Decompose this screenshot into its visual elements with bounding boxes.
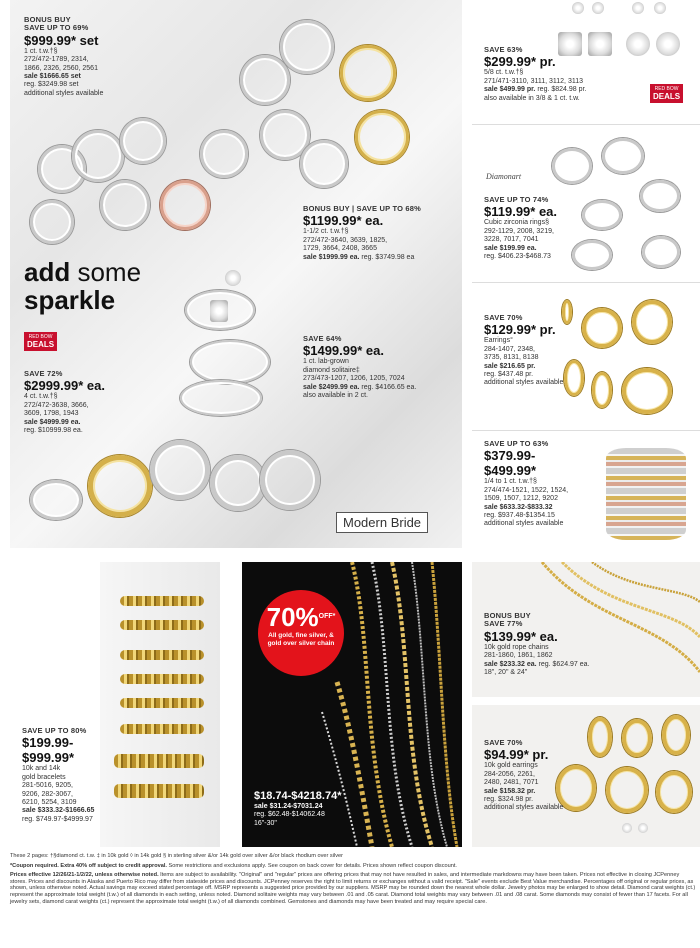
offer-sale: sale $2499.99 ea. bbox=[303, 383, 360, 391]
offer-reg: reg. $10999.98 ea. bbox=[24, 427, 83, 435]
gold-hoop-earring-image bbox=[622, 719, 652, 757]
offer-line: 284-1407, 2348, bbox=[484, 345, 535, 353]
offer-title: SAVE UP TO 63% bbox=[484, 439, 549, 448]
offer-line: 9206, 282-3067, bbox=[22, 790, 73, 798]
band-ring-image bbox=[210, 455, 266, 511]
gold-hoop-earring-image bbox=[656, 771, 692, 813]
offer-line: gold bracelets bbox=[22, 773, 66, 781]
solitaire-ring-image bbox=[190, 340, 270, 384]
chains-panel bbox=[242, 562, 462, 847]
headline-bold: add bbox=[24, 257, 71, 287]
discount-description: All gold, fine silver, & gold over silver chain bbox=[267, 632, 335, 647]
bridal-set-ring-image bbox=[340, 45, 396, 101]
stud-earring-image bbox=[572, 2, 584, 14]
gold-bracelet-image bbox=[120, 674, 204, 684]
gold-bracelet-image bbox=[120, 596, 204, 606]
offer-sale: sale $4999.99 ea. bbox=[24, 418, 81, 426]
diamonart-logo: Diamonart bbox=[486, 172, 522, 181]
offer-line: 292-1129, 2008, 3219, bbox=[484, 227, 554, 235]
hoop-earring-image bbox=[582, 308, 622, 348]
stud-earring-image bbox=[592, 2, 604, 14]
offer-line: 3228, 7017, 7041 bbox=[484, 236, 539, 244]
solitaire-stone-image bbox=[225, 270, 241, 286]
band-ring-image bbox=[30, 480, 82, 520]
offer-line: 284-2056, 2261, bbox=[484, 770, 535, 778]
headline-line2: sparkle bbox=[24, 285, 116, 315]
right-column bbox=[472, 0, 700, 548]
gold-bracelet-image bbox=[120, 650, 204, 660]
solitaire-ring-image bbox=[180, 380, 262, 416]
offer-sale: sale $1999.99 ea. bbox=[303, 253, 360, 261]
headline-rest: some bbox=[70, 257, 142, 287]
offer-bands bbox=[24, 370, 144, 435]
prices-bold: Prices effective 12/26/21-1/2/22, unless otherwise noted. bbox=[10, 872, 159, 879]
offer-line: 281-5016, 9205, bbox=[22, 782, 73, 790]
offer-line: 10k gold earrings bbox=[484, 762, 538, 770]
drop-earring-image bbox=[564, 360, 584, 396]
gold-hoop-earring-image bbox=[606, 767, 648, 813]
offer-bonus-1199 bbox=[303, 205, 463, 262]
offer-title: SAVE 64% bbox=[303, 334, 342, 343]
offer-price-2: $999.99* bbox=[22, 750, 75, 766]
offer-title: SAVE 72% bbox=[24, 369, 63, 378]
offer-line: 3735, 8131, 8138 bbox=[484, 354, 539, 362]
bracelets-panel bbox=[10, 562, 232, 847]
offer-solitaire bbox=[303, 335, 463, 400]
offer-price: $18.74-$4218.74* bbox=[254, 790, 342, 802]
offer-price: $199.99- bbox=[22, 735, 74, 751]
offer-sale: sale $499.99 pr. bbox=[484, 86, 536, 94]
offer-line: 272/472-3638, 3666, bbox=[24, 401, 89, 409]
legend-text: These 2 pages: †§diamond ct. t.w. ‡ in 10k gold ◊ in 14k gold § in sterling silver &/or 14k gold over silver &/or black rhodium over silver bbox=[10, 853, 343, 859]
offer-price: $94.99* pr. bbox=[484, 747, 549, 763]
offer-extra: additional styles available bbox=[24, 89, 104, 97]
deals-badge bbox=[650, 84, 683, 103]
offer-line: 1/4 to 1 ct. t.w.†§ bbox=[484, 478, 537, 486]
gold-chain-line bbox=[432, 562, 457, 847]
fine-print bbox=[10, 853, 696, 905]
offer-line: 1 ct. t.w.†§ bbox=[24, 47, 58, 55]
offer-extra: also available in 2 ct. bbox=[303, 392, 368, 400]
offer-extra: additional styles available bbox=[484, 520, 564, 528]
offer-subtitle: SAVE 77% bbox=[484, 619, 523, 629]
gold-hoop-earring-image bbox=[588, 717, 612, 757]
offer-price: $139.99* ea. bbox=[484, 628, 558, 644]
stud-earring-image bbox=[638, 823, 648, 833]
offer-line: 273/473-1207, 1206, 1205, 7024 bbox=[303, 375, 405, 383]
offer-title: BONUS BUY bbox=[24, 15, 71, 24]
offer-line: Earrings° bbox=[484, 337, 513, 345]
divider bbox=[472, 282, 700, 283]
offer-line: 1866, 2326, 2560, 2561 bbox=[24, 64, 98, 72]
bridal-set-ring-image bbox=[280, 20, 334, 74]
bridal-set-ring-image bbox=[160, 180, 210, 230]
band-ring-image bbox=[88, 455, 152, 517]
offer-earrings-129 bbox=[484, 314, 566, 388]
offer-sale: sale $199.99 ea. bbox=[484, 244, 537, 252]
offer-line: 4 ct. t.w.†§ bbox=[24, 393, 58, 401]
offer-reg: reg. $406.23-$468.73 bbox=[484, 253, 551, 261]
offer-sale: sale $216.65 pr. bbox=[484, 362, 536, 370]
offer-title: BONUS BUY | SAVE UP TO 68% bbox=[303, 204, 422, 213]
offer-title: BONUS BUY bbox=[484, 611, 531, 620]
offer-line: 5/8 ct. t.w.†§ bbox=[484, 69, 524, 77]
drop-earring-image bbox=[592, 372, 612, 408]
offer-sale: sale $158.32 pr. bbox=[484, 787, 536, 795]
band-ring-image bbox=[150, 440, 210, 500]
offer-reg: reg. $437.48 pr. bbox=[484, 371, 534, 379]
gold-bracelet-image bbox=[120, 698, 204, 708]
offer-reg: reg. $324.98 pr. bbox=[484, 796, 534, 804]
offer-cz-rings bbox=[484, 196, 584, 261]
headline bbox=[24, 258, 141, 314]
coupon-rest: Some restrictions and exclusions apply. See coupon on back cover for details. Prices shown reflect coupon discount. bbox=[166, 862, 457, 869]
offer-bridal-sets bbox=[24, 16, 164, 98]
bridal-set-ring-image bbox=[240, 55, 290, 105]
offer-price: $999.99* set bbox=[24, 32, 99, 48]
gold-bracelet-image bbox=[120, 724, 204, 734]
offer-reg: reg. $624.97 ea. bbox=[538, 660, 590, 668]
divider bbox=[472, 430, 700, 431]
bridal-set-ring-image bbox=[355, 110, 409, 164]
stud-earring-image bbox=[622, 823, 632, 833]
offer-line: 6210, 5254, 3109 bbox=[22, 799, 77, 807]
gold-bracelet-image bbox=[114, 784, 204, 798]
offer-price: $1199.99* ea. bbox=[303, 213, 384, 229]
rope-panel bbox=[472, 562, 700, 697]
offer-title: SAVE 63% bbox=[484, 45, 523, 54]
halo-earring-image bbox=[656, 32, 680, 56]
stud-earring-image bbox=[654, 2, 666, 14]
offer-price: $129.99* pr. bbox=[484, 322, 556, 338]
cz-ring-image bbox=[552, 148, 592, 184]
band-ring-image bbox=[260, 450, 320, 510]
offer-earrings-299 bbox=[484, 46, 644, 103]
offer-price: $2999.99* ea. bbox=[24, 378, 105, 394]
offer-reg: reg. $3249.98 set bbox=[24, 81, 79, 89]
offer-stack bbox=[484, 440, 604, 529]
deals-badge bbox=[24, 332, 57, 351]
offer-sale: sale $233.32 ea. bbox=[484, 660, 537, 668]
gold-hoop-earring-image bbox=[662, 715, 690, 755]
offer-reg: reg. $937.48-$1354.15 bbox=[484, 512, 555, 520]
offer-title: SAVE 70% bbox=[484, 738, 523, 747]
bridal-set-ring-image bbox=[100, 180, 150, 230]
cz-ring-image bbox=[582, 200, 622, 230]
discount-circle bbox=[258, 590, 344, 676]
offer-line: 10k and 14k bbox=[22, 765, 61, 773]
offer-sale: sale $333.32-$1666.65 bbox=[22, 807, 95, 815]
offer-extra: also available in 3/8 & 1 ct. t.w. bbox=[484, 94, 580, 102]
offer-line: diamond solitaire‡ bbox=[303, 366, 360, 374]
prices-rest: Items are subject to availability. "Original" and "regular" prices are offering prices that may not have resulted in sales, and intermediate markdowns may have been taken. Prices not effective in closing JCPenney stores. Prices and discounts in Alaska and Puerto Rico may differ from stateside prices and discounts. JCPenney reserves the right to limit returns or exchanges without a valid receipt. "Sale" events exclude Best Value merchandise. Percentages off original or regular prices, as shown, unless otherwise noted. Actual savings may exceed stated percentage off. MSRP represents a suggested price provided by our suppliers. MSRP may be rounded down the nearest whole dollar. Jewelry photos may be enlarged to show detail. Diamond carat weights (ct.) represent the approximate total weight (t.w.) of all diamonds in each setting, unless noted. Diamond solitaire weights may vary between .01 and .05 carat. Diamond total weights may vary between .01 and .08 carat. Some diamonds may consist of fewer than 17 facets. For all jewelry sets, diamond carat weights (ct.) represent the approximate total weight (t.w.) of all diamonds combined. Gemstones and diamonds may have been treated and may require special care. bbox=[10, 872, 696, 905]
coupon-bold: *Coupon required. Extra 40% off subject to credit approval. bbox=[10, 862, 167, 869]
offer-title: SAVE UP TO 80% bbox=[22, 726, 87, 735]
offer-line: 1 ct. lab-grown bbox=[303, 358, 349, 366]
gold-bracelet-image bbox=[114, 754, 204, 768]
stud-earring-image bbox=[632, 2, 644, 14]
gold-bracelet-image bbox=[120, 620, 204, 630]
offer-extra: additional styles available bbox=[484, 804, 564, 812]
gold-earrings-panel bbox=[472, 705, 700, 847]
offer-reg: reg. $4166.65 ea. bbox=[361, 383, 417, 391]
cz-ring-image bbox=[602, 138, 644, 174]
discount-off: OFF* bbox=[318, 613, 336, 620]
bridal-set-ring-image bbox=[300, 140, 348, 188]
offer-line: 3609, 1798, 1943 bbox=[24, 410, 79, 418]
hero-panel bbox=[10, 0, 462, 548]
divider bbox=[472, 124, 700, 125]
offer-gold-earrings bbox=[484, 739, 564, 813]
offer-price-2: $499.99* bbox=[484, 463, 537, 479]
offer-line: 271/471-3110, 3111, 3112, 3113 bbox=[484, 77, 583, 85]
stackable-rings-image bbox=[606, 448, 686, 540]
bridal-set-ring-image bbox=[72, 130, 124, 182]
offer-line: 1509, 1507, 1212, 9202 bbox=[484, 495, 558, 503]
bridal-set-ring-image bbox=[30, 200, 74, 244]
offer-reg: reg. $749.97-$4999.97 bbox=[22, 815, 93, 823]
offer-sale: sale $31.24-$7031.24 bbox=[254, 803, 323, 810]
cz-ring-image bbox=[642, 236, 680, 268]
offer-line: 10k gold rope chains bbox=[484, 643, 549, 651]
bridal-set-ring-image bbox=[200, 130, 248, 178]
offer-price: $299.99* pr. bbox=[484, 54, 556, 70]
offer-sizes: 16"-30" bbox=[254, 819, 277, 827]
offer-line: 1-1/2 ct. t.w.†§ bbox=[303, 228, 349, 236]
solitaire-stone-image bbox=[210, 300, 228, 322]
offer-price: $119.99* ea. bbox=[484, 204, 558, 220]
offer-chains bbox=[254, 790, 414, 828]
offer-sizes: 18", 20" & 24" bbox=[484, 669, 528, 677]
offer-price: $1499.99* ea. bbox=[303, 343, 384, 359]
offer-bracelets bbox=[22, 727, 122, 824]
offer-reg: reg. $62.48-$14062.48 bbox=[254, 811, 325, 819]
offer-line: 1729, 3664, 2408, 3665 bbox=[303, 245, 377, 253]
discount-percent: 70% bbox=[266, 602, 319, 632]
deals-badge-label: DEALS bbox=[653, 92, 681, 101]
offer-title: SAVE 70% bbox=[484, 313, 523, 322]
offer-title: SAVE UP TO 74% bbox=[484, 195, 549, 204]
offer-rope bbox=[484, 612, 614, 677]
offer-reg: reg. $3749.98 ea bbox=[361, 253, 415, 261]
offer-reg: reg. $824.98 pr. bbox=[537, 86, 587, 94]
offer-line: 2480, 2481, 7071 bbox=[484, 779, 539, 787]
bridal-set-ring-image bbox=[120, 118, 166, 164]
offer-line: 272/472-1789, 2314, bbox=[24, 56, 89, 64]
offer-line: 272/472-3640, 3639, 1825, bbox=[303, 236, 388, 244]
hoop-earring-image bbox=[632, 300, 672, 344]
offer-sale: sale $633.32-$833.32 bbox=[484, 503, 553, 511]
cz-ring-image bbox=[640, 180, 680, 212]
offer-extra: additional styles available bbox=[484, 379, 564, 387]
offer-line: 281-1860, 1861, 1862 bbox=[484, 652, 553, 660]
offer-line: Cubic zirconia rings§ bbox=[484, 219, 549, 227]
offer-price: $379.99- bbox=[484, 448, 536, 464]
deals-badge-label: DEALS bbox=[27, 340, 55, 349]
deals-badge-top: RED BOW bbox=[654, 86, 679, 92]
offer-sale: sale $1666.65 set bbox=[24, 73, 81, 81]
hoop-earring-image bbox=[622, 368, 672, 414]
modern-bride-logo: Modern Bride bbox=[336, 512, 428, 533]
offer-line: 274/474-1521, 1522, 1524, bbox=[484, 486, 569, 494]
offer-subtitle: SAVE UP TO 69% bbox=[24, 23, 89, 33]
deals-badge-top: RED BOW bbox=[28, 334, 53, 340]
